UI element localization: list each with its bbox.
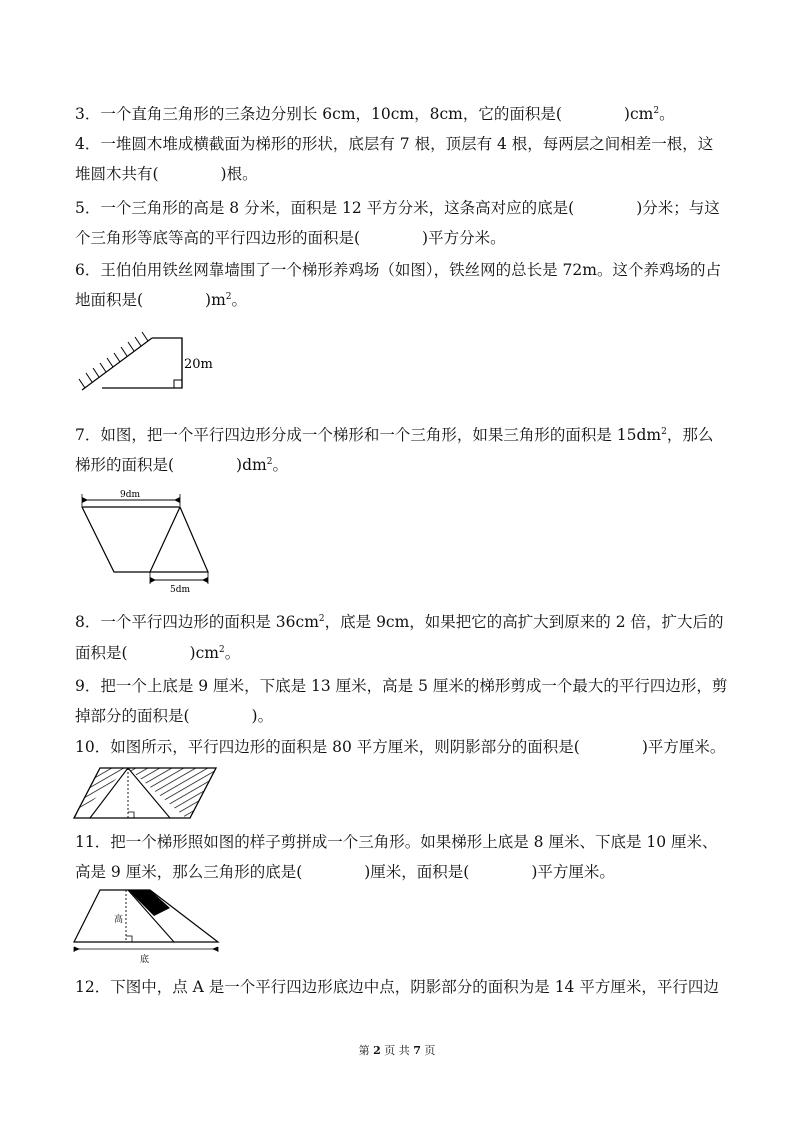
q3-end: 。 (659, 105, 675, 123)
q7-line2-pre: 梯形的面积是( )dm (75, 456, 267, 474)
question-8-line2 (75, 643, 240, 663)
question-5-line2: 个三角形等底等高的平行四边形的面积是( )平方分米。 (75, 229, 506, 247)
q7-sup1: 2 (661, 427, 667, 437)
question-3 (75, 104, 675, 124)
q11-trapezoid-figure (70, 886, 225, 966)
q6-sup: 2 (225, 292, 232, 302)
q6-height-label: 20m (184, 357, 213, 372)
q3-text: 3．一个直角三角形的三条边分别长 6cm，10cm，8cm，它的面积是( )cm (75, 105, 654, 123)
q7-top-label: 9dm (120, 490, 141, 500)
question-6-line1: 6．王伯伯用铁丝网靠墙围了一个梯形养鸡场（如图），铁丝网的总长是 72m。这个养鸡场的占 (75, 261, 721, 279)
question-8-line1 (75, 612, 724, 632)
q7-sup2: 2 (266, 457, 273, 467)
footer-page-number: 2 (373, 1044, 381, 1057)
q8-sup2: 2 (218, 645, 225, 655)
q3-sup: 2 (653, 106, 660, 116)
question-7-line1 (75, 425, 713, 445)
footer-b: 页 共 (384, 1044, 410, 1057)
q7-line2-end: 。 (272, 456, 288, 474)
question-4-line1: 4．一堆圆木堆成横截面为梯形的形状，底层有 7 根，顶层有 4 根，每两层之间相差一根，这 (75, 135, 714, 153)
q8-line2-pre: 面积是( )cm (75, 644, 219, 662)
question-6-line2 (75, 290, 247, 310)
q7-bottom-label: 5dm (170, 585, 191, 594)
q7-line1-pre: 7．如图，把一个平行四边形分成一个梯形和一个三角形，如果三角形的面积是 15dm (75, 426, 662, 444)
footer-total-pages: 7 (413, 1044, 421, 1057)
q6-line2-pre: 地面积是( )m (75, 291, 226, 309)
question-11-line1: 11．把一个梯形照如图的样子剪拼成一个三角形。如果梯形上底是 8 厘米、下底是 10 厘米、 (75, 833, 718, 851)
q10-parallelogram-figure (70, 764, 220, 822)
q11-height-label: 高 (114, 915, 124, 925)
q7-line1-end: ，那么 (666, 426, 714, 444)
footer-a: 第 (358, 1044, 370, 1057)
q8-line1-b: ，底是 9cm，如果把它的高扩大到原来的 2 倍，扩大后的 (324, 613, 724, 631)
question-5-line1: 5．一个三角形的高是 8 分米，面积是 12 平方分米，这条高对应的底是( )分米；与这 (75, 199, 720, 217)
q11-base-label: 底 (140, 955, 150, 965)
q7-parallelogram-figure (70, 486, 220, 594)
q6-trapezoid-figure (70, 322, 220, 402)
q6-line2-end: 。 (231, 291, 248, 309)
question-9-line1: 9．把一个上底是 9 厘米，下底是 13 厘米，高是 5 厘米的梯形剪成一个最大的平行四边形，剪 (75, 677, 728, 695)
q8-line1-a: 8．一个平行四边形的面积是 36cm (75, 613, 319, 631)
question-12-line1: 12．下图中，点 A 是一个平行四边形底边中点，阴影部分的面积为是 14 平方厘米，平行四边 (75, 978, 719, 996)
footer-c: 页 (424, 1044, 436, 1057)
page-footer (0, 1042, 794, 1058)
question-7-line2 (75, 455, 288, 475)
question-9-line2: 掉部分的面积是( )。 (75, 707, 274, 725)
q8-line2-end: 。 (224, 644, 241, 662)
q8-sup1: 2 (318, 614, 325, 624)
question-4-line2: 堆圆木共有( )根。 (75, 165, 258, 183)
question-11-line2: 高是 9 厘米，那么三角形的底是( )厘米，面积是( )平方厘米。 (75, 863, 615, 881)
question-10-line1: 10．如图所示，平行四边形的面积是 80 平方厘米，则阴影部分的面积是( )平方厘米。 (75, 738, 726, 756)
